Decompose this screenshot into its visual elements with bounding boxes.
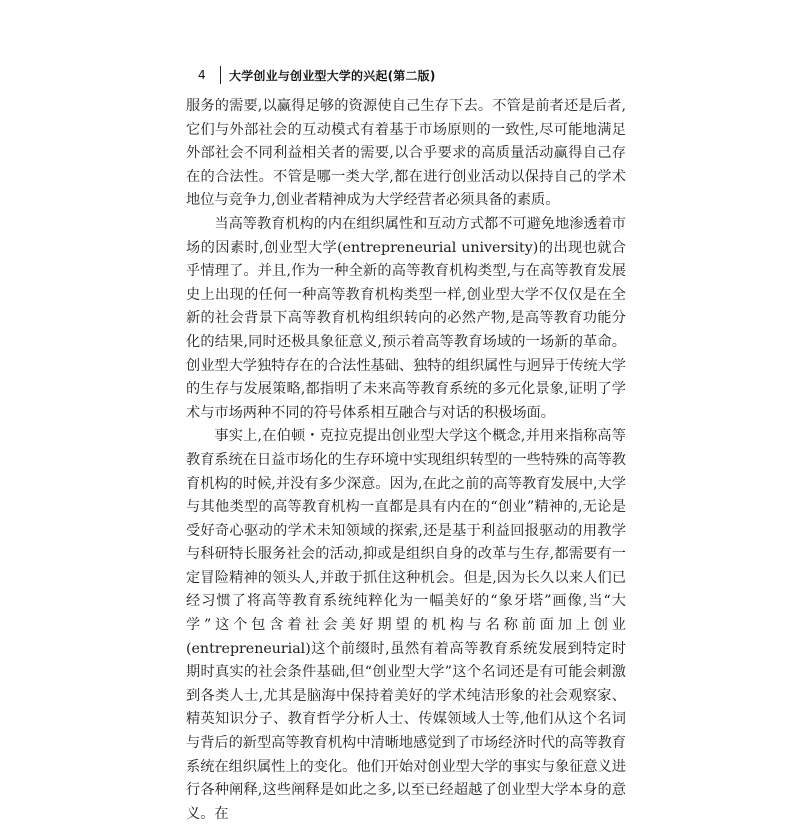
header-divider: [220, 66, 221, 84]
paragraph: 事实上,在伯顿・克拉克提出创业型大学这个概念,并用来指称高等教育系统在日益市场化的生存环境中实现组织转型的一些特殊的高等教育机构的时候,并没有多少深意。因为,在此之前的高等教育发展中,大学与其他类型的高等教育机构一直都是具有内在的“创业”精神的,无论是受好奇心驱动的学术未知领域的探索,还是基于利益回报驱动的用教学与科研特长服务社会的活动,抑或是组织自身的改革与生存,都需要有一定冒险精神的领头人,并敢于抓住这种机会。但是,因为长久以来人们已经习惯了将高等教育系统纯粹化为一幅美好的“象牙塔”画像,当“大学”这个包含着社会美好期望的机构与名称前面加上创业(entrepreneurial)这个前缀时,虽然有着高等教育系统发展到特定时期时真实的社会条件基础,但“创业型大学”这个名词还是有可能会刺激到各类人士,尤其是脑海中保持着美好的学术纯洁形象的社会观察家、精英知识分子、教育哲学分析人士、传媒领域人士等,他们从这个名词与背后的新型高等教育机构中清晰地感觉到了市场经济时代的高等教育系统在组织属性上的变化。他们开始对创业型大学的事实与象征意义进行各种阐释,这些阐释是如此之多,以至已经超越了创业型大学本身的意义。在: [186, 428, 626, 822]
paragraph-continued: 服务的需要,以赢得足够的资源使自己生存下去。不管是前者还是后者,它们与外部社会的互动模式有着基于市场原则的一致性,尽可能地满足外部社会不同利益相关者的需要,以合乎要求的高质量活动赢得自己存在的合法性。不管是哪一类大学,都在进行创业活动以保持自己的学术地位与竞争力,创业者精神成为大学经营者必须具备的素质。: [186, 98, 626, 209]
running-header: [198, 65, 436, 85]
book-title: 大学创业与创业型大学的兴起(第二版): [229, 68, 436, 83]
page-number: 4: [198, 68, 206, 82]
paragraph: 当高等教育机构的内在组织属性和互动方式都不可避免地渗透着市场的因素时,创业型大学(entrepreneurial university)的出现也就合乎情理了。并且,作为一种全新的高等教育机构类型,与在高等教育发展史上出现的任何一种高等教育机构类型一样,创业型大学不仅仅是在全新的社会背景下高等教育机构组织转向的必然产物,是高等教育功能分化的结果,同时还极具象征意义,预示着高等教育场域的一场新的革命。创业型大学独特存在的合法性基础、独特的组织属性与迥异于传统大学的生存与发展策略,都指明了未来高等教育系统的多元化景象,证明了学术与市场两种不同的符号体系相互融合与对话的积极场面。: [186, 215, 626, 421]
body-text: [186, 95, 626, 826]
